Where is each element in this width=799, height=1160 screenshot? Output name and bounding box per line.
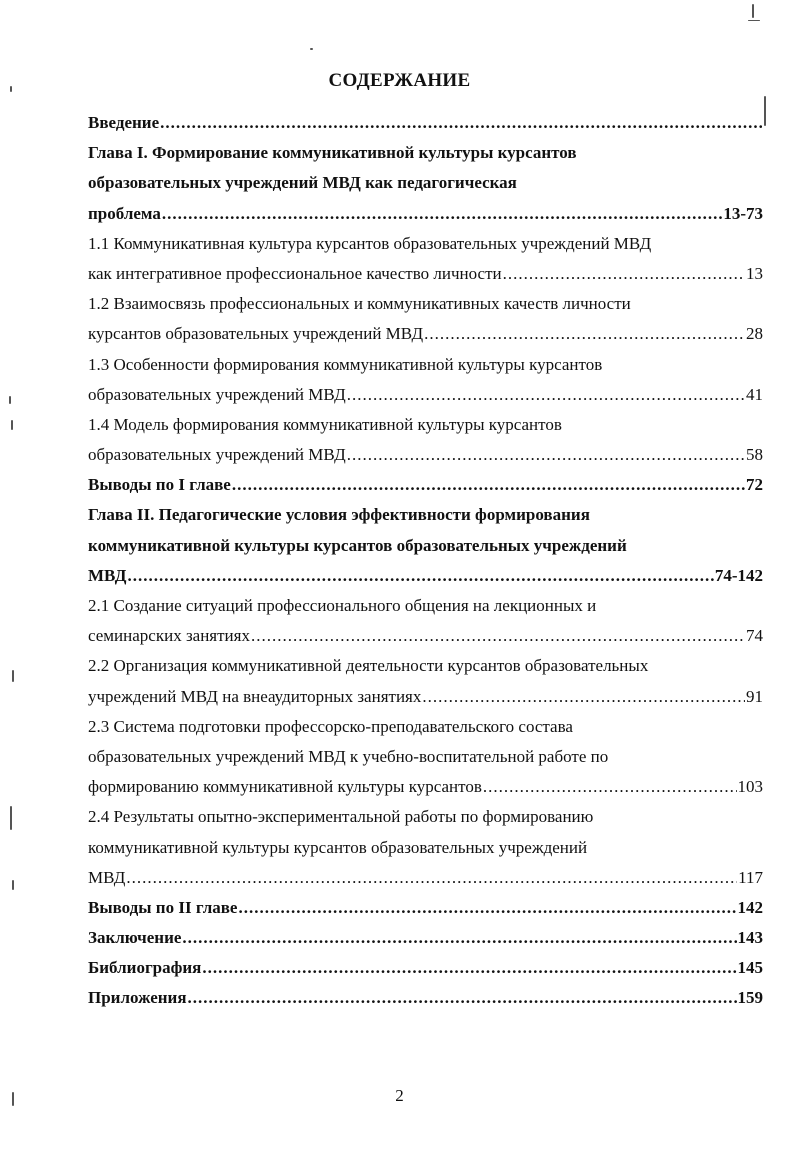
toc-entry-line: 1.1 Коммуникативная культура курсантов образовательных учреждений МВД — [88, 233, 652, 253]
toc-entry-page: 145 — [737, 958, 763, 978]
scan-speck — [11, 420, 13, 430]
toc-entry-text: формированию коммуникативной культуры курсантов — [88, 777, 482, 797]
toc-entry-last-line — [88, 470, 763, 500]
toc-entry-text: курсантов образовательных учреждений МВД — [88, 324, 424, 344]
dot-leader — [251, 621, 745, 651]
table-of-contents — [88, 108, 763, 1014]
page-title: СОДЕРЖАНИЕ — [328, 70, 471, 91]
toc-entry — [88, 229, 763, 289]
toc-entry-line: коммуникативной культуры курсантов образовательных учреждений — [88, 837, 588, 857]
toc-entry-last-line — [88, 923, 763, 953]
toc-entry-last-line — [88, 380, 763, 410]
toc-entry-text: Введение — [88, 113, 160, 132]
toc-entry-last-line — [88, 319, 763, 349]
scan-speck — [12, 670, 14, 682]
toc-entry — [88, 410, 763, 470]
toc-entry-last-line — [88, 108, 763, 138]
toc-entry-line: Глава II. Педагогические условия эффективности формирования — [88, 505, 590, 525]
toc-entry-text: Выводы по I главе — [88, 475, 231, 495]
toc-entry-page: 41 — [746, 384, 763, 404]
toc-entry-page: 142 — [737, 897, 763, 917]
toc-entry-page: 74-142 — [714, 565, 763, 585]
toc-entry — [88, 500, 763, 591]
toc-entry-text: учреждений МВД на внеаудиторных занятиях — [88, 686, 422, 706]
toc-entry — [88, 138, 763, 229]
toc-entry — [88, 470, 763, 500]
dot-leader — [202, 953, 736, 983]
toc-entry-last-line — [88, 863, 763, 893]
toc-entry-last-line — [88, 682, 763, 712]
dot-leader — [162, 199, 722, 229]
dot-leader — [238, 893, 736, 923]
toc-entry-text: Заключение — [88, 928, 182, 948]
dot-leader — [232, 470, 745, 500]
toc-entry-page: 74 — [746, 626, 763, 646]
dot-leader — [422, 682, 745, 712]
toc-entry-last-line — [88, 893, 763, 923]
toc-entry-last-line — [88, 983, 763, 1013]
toc-entry — [88, 802, 763, 893]
toc-entry — [88, 651, 763, 711]
scan-speck — [12, 1092, 14, 1106]
toc-entry — [88, 983, 763, 1013]
scan-speck — [10, 86, 12, 92]
scan-speck — [748, 20, 760, 21]
toc-entry-line: образовательных учреждений МВД к учебно-воспитательной работе по — [88, 746, 609, 766]
toc-entry — [88, 289, 763, 349]
toc-entry-last-line — [88, 953, 763, 983]
scan-speck — [12, 880, 14, 890]
toc-entry-text: Приложения — [88, 988, 187, 1008]
toc-entry-last-line — [88, 561, 763, 591]
toc-entry-page: 72 — [746, 475, 763, 495]
toc-entry-line: 1.3 Особенности формирования коммуникативной культуры курсантов — [88, 354, 603, 374]
toc-entry-text: проблема — [88, 203, 161, 223]
toc-entry — [88, 953, 763, 983]
toc-entry-page: 13-73 — [723, 203, 763, 223]
dot-leader — [182, 923, 736, 953]
toc-entry-line: 1.4 Модель формирования коммуникативной культуры курсантов — [88, 414, 562, 434]
toc-entry-page: 58 — [746, 445, 763, 465]
toc-entry-text: семинарских занятиях — [88, 626, 250, 646]
toc-entry-line: Глава I. Формирование коммуникативной культуры курсантов — [88, 143, 577, 163]
toc-entry-line: 2.4 Результаты опытно-экспериментальной работы по формированию — [88, 807, 594, 827]
dot-leader — [483, 772, 737, 802]
toc-entry-text: МВД — [88, 565, 127, 585]
toc-entry-page: 117 — [738, 867, 763, 887]
dot-leader — [127, 561, 713, 591]
toc-entry-line: коммуникативной культуры курсантов образовательных учреждений — [88, 535, 627, 555]
toc-entry-page: 143 — [737, 928, 763, 948]
toc-entry-last-line — [88, 199, 763, 229]
dot-leader — [347, 440, 745, 470]
toc-entry — [88, 712, 763, 803]
toc-entry-line: образовательных учреждений МВД как педагогическая — [88, 173, 517, 193]
toc-entry-page: 91 — [746, 686, 763, 706]
dot-leader — [424, 319, 745, 349]
toc-entry-text: МВД — [88, 867, 126, 887]
toc-entry-line: 1.2 Взаимосвязь профессиональных и коммуникативных качеств личности — [88, 294, 631, 314]
toc-entry-line: 2.3 Система подготовки профессорско-преподавательского состава — [88, 716, 573, 736]
toc-entry-page: 159 — [737, 988, 763, 1008]
toc-entry-page: 103 — [737, 777, 763, 797]
toc-entry-last-line — [88, 621, 763, 651]
toc-entry-text: образовательных учреждений МВД — [88, 445, 346, 465]
toc-entry-last-line — [88, 259, 763, 289]
scan-speck — [764, 96, 766, 126]
toc-entry-text: как интегративное профессиональное качество личности — [88, 263, 502, 283]
toc-entry — [88, 350, 763, 410]
toc-entry-page: 28 — [746, 324, 763, 344]
toc-entry — [88, 591, 763, 651]
dot-leader — [503, 259, 745, 289]
toc-entry-text: Библиография — [88, 958, 202, 978]
scan-speck — [10, 806, 12, 830]
dot-leader — [347, 380, 745, 410]
toc-entry-text: образовательных учреждений МВД — [88, 384, 346, 404]
toc-entry-text: Выводы по II главе — [88, 897, 238, 917]
toc-entry — [88, 108, 763, 138]
toc-entry-last-line — [88, 440, 763, 470]
scan-speck — [9, 396, 11, 404]
toc-entry-last-line — [88, 772, 763, 802]
toc-entry-line: 2.2 Организация коммуникативной деятельности курсантов образовательных — [88, 656, 649, 676]
toc-entry-page: 13 — [746, 263, 763, 283]
toc-entry-line: 2.1 Создание ситуаций профессионального общения на лекционных и — [88, 596, 597, 615]
scan-speck — [310, 48, 313, 50]
toc-entry — [88, 893, 763, 923]
dot-leader — [126, 863, 737, 893]
dot-leader — [160, 108, 762, 138]
toc-entry — [88, 923, 763, 953]
dot-leader — [188, 983, 737, 1013]
scan-speck — [752, 4, 754, 18]
page-number: 2 — [395, 1086, 404, 1105]
